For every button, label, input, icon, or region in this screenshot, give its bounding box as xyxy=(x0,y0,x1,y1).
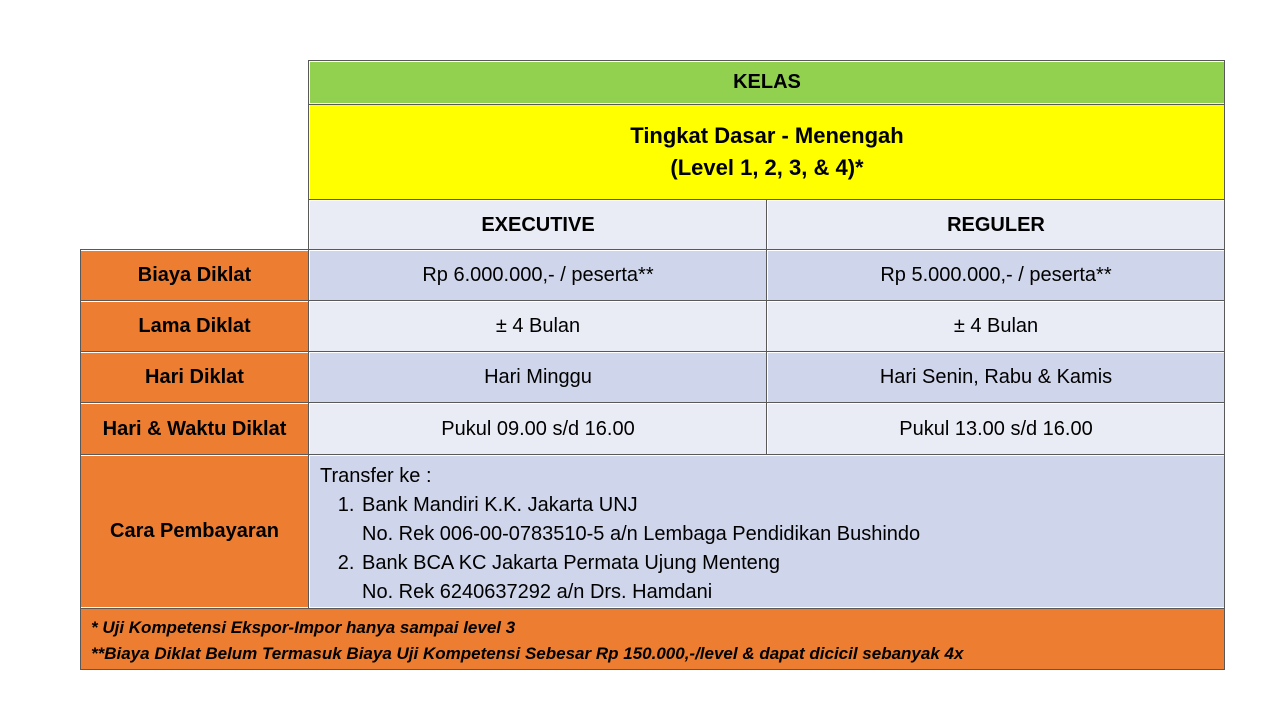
cell-text: Pukul 09.00 s/d 16.00 xyxy=(441,417,635,440)
kelas-label: KELAS xyxy=(733,71,801,93)
row-label-text: Lama Diklat xyxy=(138,315,251,337)
row-label-biaya xyxy=(80,250,309,301)
row-label-text: Cara Pembayaran xyxy=(110,520,279,542)
footnote-1: * Uji Kompetensi Ekspor-Impor hanya sampai level 3 xyxy=(91,618,516,637)
bank-account: No. Rek 6240637292 a/n Drs. Hamdani xyxy=(362,581,713,603)
reguler-label: REGULER xyxy=(947,213,1045,236)
border-kelas-bottom xyxy=(309,104,1225,105)
border-top xyxy=(309,60,1225,61)
cell-biaya-executive xyxy=(309,250,767,301)
level-header xyxy=(309,104,1225,200)
row-label-lama xyxy=(80,301,309,352)
level-line-1: Tingkat Dasar - Menengah xyxy=(630,123,904,148)
border-left-outer xyxy=(80,249,81,670)
bank-name: 1. Bank Mandiri K.K. Jakarta UNJ xyxy=(362,494,638,516)
payment-details xyxy=(309,455,1225,608)
cell-text: ± 4 Bulan xyxy=(495,315,581,337)
cell-text: Hari Minggu xyxy=(484,366,592,388)
executive-label: EXECUTIVE xyxy=(481,213,595,236)
border-row-2 xyxy=(80,351,1225,352)
cell-hari-executive xyxy=(309,352,767,403)
cell-text: ± 4 Bulan xyxy=(953,315,1039,337)
border-right xyxy=(1224,60,1225,670)
footnotes xyxy=(80,608,1225,670)
border-row-1 xyxy=(80,300,1225,301)
cell-waktu-executive xyxy=(309,403,767,455)
border-row-top xyxy=(80,249,1225,250)
cell-text: Rp 5.000.000,- / peserta** xyxy=(880,264,1112,286)
row-label-waktu xyxy=(80,403,309,455)
cell-text: Pukul 13.00 s/d 16.00 xyxy=(899,417,1093,440)
bank-item-mandiri xyxy=(360,491,1214,549)
payment-intro: Transfer ke : xyxy=(320,465,432,487)
column-header-reguler xyxy=(767,200,1225,250)
row-label-hari xyxy=(80,352,309,403)
bank-item-bca xyxy=(360,549,1214,607)
bank-account: No. Rek 006-00-0783510-5 a/n Lembaga Pendidikan Bushindo xyxy=(362,523,921,545)
kelas-header xyxy=(309,61,1225,104)
border-row-5 xyxy=(80,608,1225,609)
level-line-2: (Level 1, 2, 3, & 4)* xyxy=(670,155,864,180)
cell-text: Rp 6.000.000,- / peserta** xyxy=(422,264,654,286)
bank-name: 2. Bank BCA KC Jakarta Permata Ujung Menteng xyxy=(362,552,780,574)
bank-list xyxy=(320,491,1214,607)
border-level-bottom xyxy=(309,199,1225,200)
row-label-text: Biaya Diklat xyxy=(137,264,252,286)
border-left-header xyxy=(308,60,309,609)
border-middle xyxy=(766,199,767,455)
border-row-3 xyxy=(80,402,1225,403)
cell-lama-executive xyxy=(309,301,767,352)
cell-lama-reguler xyxy=(767,301,1225,352)
cell-hari-reguler xyxy=(767,352,1225,403)
column-header-executive xyxy=(309,200,767,250)
row-label-text: Hari & Waktu Diklat xyxy=(102,417,287,440)
cell-biaya-reguler xyxy=(767,250,1225,301)
row-label-text: Hari Diklat xyxy=(145,366,244,388)
cell-text: Hari Senin, Rabu & Kamis xyxy=(879,366,1113,388)
border-row-4 xyxy=(80,454,1225,455)
cell-waktu-reguler xyxy=(767,403,1225,455)
footnote-2: **Biaya Diklat Belum Termasuk Biaya Uji Kompetensi Sebesar Rp 150.000,-/level & dapat dicicil sebanyak 4x xyxy=(91,644,964,663)
row-label-pembayaran xyxy=(80,455,309,608)
border-bottom xyxy=(80,669,1225,670)
